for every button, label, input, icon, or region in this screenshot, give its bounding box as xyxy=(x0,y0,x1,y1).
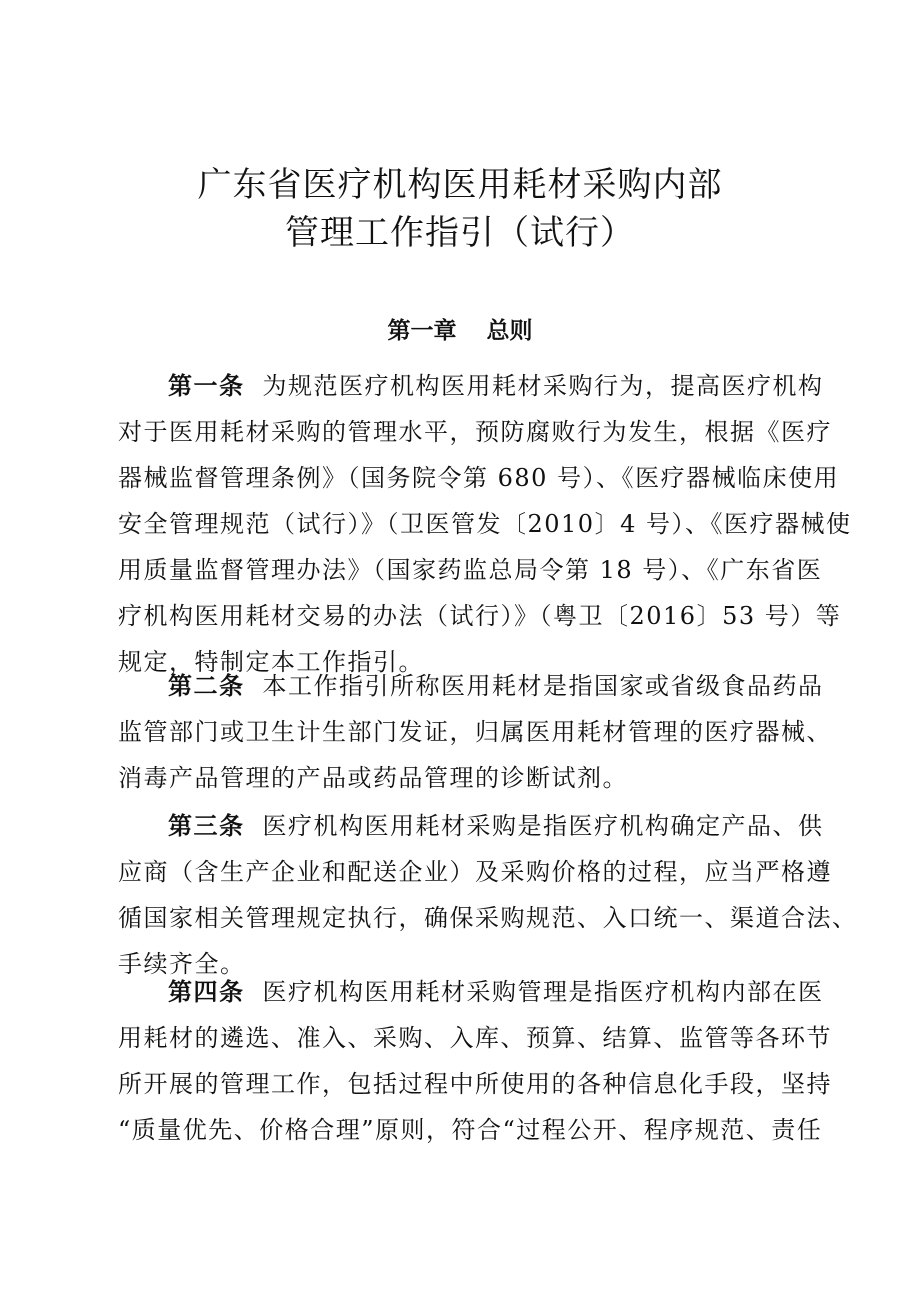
document-title-line-1: 广东省医疗机构医用耗材采购内部 xyxy=(197,165,723,205)
article-line xyxy=(118,363,824,409)
article-line: 对于医用耗材采购的管理水平，预防腐败行为发生，根据《医疗 xyxy=(118,418,832,446)
article-line: 手续齐全。 xyxy=(118,950,246,978)
article-line: “质量优先、价格合理”原则，符合“过程公开、程序规范、责任 xyxy=(118,1116,823,1144)
article-line: 用质量监督管理办法》（国家药监总局令第 18 号）、《广东省医 xyxy=(118,556,823,584)
article-line: 循国家相关管理规定执行，确保采购规范、入口统一、渠道合法、 xyxy=(118,904,858,932)
article-line: 安全管理规范（试行）》（卫医管发〔2010〕4 号）、《医疗器械使 xyxy=(118,510,852,538)
article-label: 第四条 xyxy=(168,978,245,1006)
article-line: 消毒产品管理的产品或药品管理的诊断试剂。 xyxy=(118,764,628,792)
article-line: 器械监督管理条例》（国务院令第 680 号）、《医疗器械临床使用 xyxy=(118,464,840,492)
article-label: 第一条 xyxy=(168,372,245,400)
article-line: 疗机构医用耗材交易的办法（试行）》（粤卫〔2016〕53 号）等 xyxy=(118,602,842,630)
article-4 xyxy=(118,969,832,1153)
chapter-name: 总则 xyxy=(486,318,533,344)
article-3 xyxy=(118,803,858,987)
article-line: 所开展的管理工作，包括过程中所使用的各种信息化手段，坚持 xyxy=(118,1070,832,1098)
article-1 xyxy=(118,363,852,685)
article-2 xyxy=(118,663,832,801)
article-text: 本工作指引所称医用耗材是指国家或省级食品药品 xyxy=(262,672,824,700)
article-text: 医疗机构医用耗材采购是指医疗机构确定产品、供 xyxy=(262,812,824,840)
article-text: 医疗机构医用耗材采购管理是指医疗机构内部在医 xyxy=(262,978,824,1006)
article-line: 监管部门或卫生计生部门发证，归属医用耗材管理的医疗器械、 xyxy=(118,718,832,746)
article-label: 第三条 xyxy=(168,812,245,840)
article-text: 为规范医疗机构医用耗材采购行为，提高医疗机构 xyxy=(262,372,824,400)
article-line: 规定，特制定本工作指引。 xyxy=(118,648,424,676)
article-line xyxy=(118,663,824,709)
article-label: 第二条 xyxy=(168,672,245,700)
article-line: 用耗材的遴选、准入、采购、入库、预算、结算、监管等各环节 xyxy=(118,1024,832,1052)
article-line: 应商（含生产企业和配送企业）及采购价格的过程，应当严格遵 xyxy=(118,858,832,886)
article-line xyxy=(118,969,824,1015)
article-line xyxy=(118,803,824,849)
document-title-line-2: 管理工作指引（试行） xyxy=(285,213,635,253)
chapter-heading xyxy=(0,314,920,348)
chapter-number: 第一章 xyxy=(387,318,457,344)
